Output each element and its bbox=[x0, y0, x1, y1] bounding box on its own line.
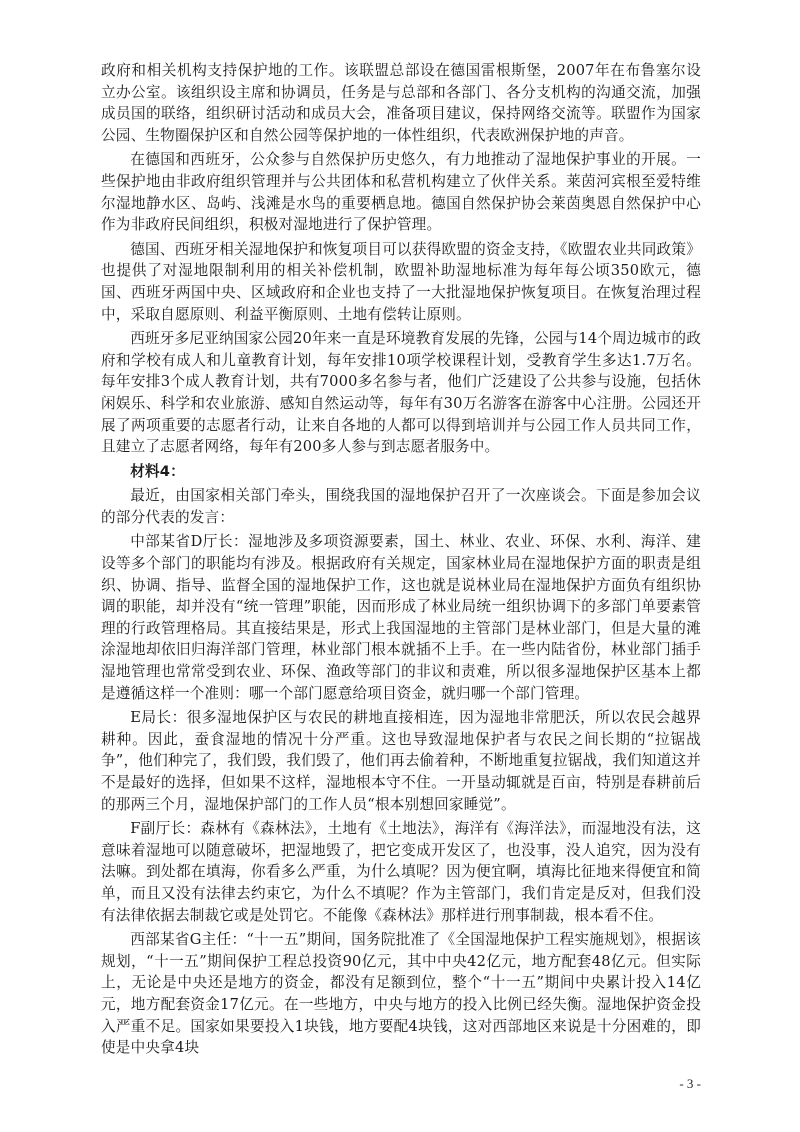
paragraph-8: F副厅长：森林有《森林法》，土地有《土地法》，海洋有《海洋法》，而湿地没有法，这意味着湿地可以随意破坏，把湿地毁了，把它变成开发区了，也没事，没人追究，因为没有法嘛。到处都在填海，你看多么严重，为什么填呢？因为便宜啊，填海比征地来得便宜和简单，而且又没有法律去约束它，为什么不填呢？作为主管部门，我们肯定是反对，但我们没有法律依据去制裁它或是处罚它。不能像《森林法》那样进行刑事制裁，根本看不住。 bbox=[101, 820, 701, 924]
page-number: - 3 - bbox=[679, 1076, 701, 1091]
paragraph-9: 西部某省G主任：“十一五”期间，国务院批准了《全国湿地保护工程实施规划》，根据该规划，“十一五”期间保护工程总投资90亿元，其中中央42亿元，地方配套48亿元。但实际上，无论是中央还是地方的资金，都没有足额到位，整个“十一五”期间中央累计投入14亿元，地方配套资金17亿元。在一些地方，中央与地方的投入比例已经失衡。湿地保护资金投入严重不足。国家如果要投入1块钱，地方要配4块钱，这对西部地区来说是十分困难的，即使是中央拿4块 bbox=[101, 931, 701, 1057]
paragraph-2: 在德国和西班牙，公众参与自然保护历史悠久，有力地推动了湿地保护事业的开展。一些保护地由非政府组织管理并与公共团体和私营机构建立了伙伴关系。莱茵河宾根至爱特维尔湿地静水区、岛屿、浅滩是水鸟的重要栖息地。德国自然保护协会莱茵奥恩自然保护中心作为非政府民间组织，积极对湿地进行了保护管理。 bbox=[101, 151, 701, 234]
paragraph-7: E局长：很多湿地保护区与农民的耕地直接相连，因为湿地非常肥沃，所以农民会越界耕种。因此，蚕食湿地的情况十分严重。这也导致湿地保护者与农民之间长期的“拉锯战争”，他们种完了，我们毁，我们毁了，他们再去偷着种，不断地重复拉锯战，我们知道这并不是最好的选择，但如果不这样，湿地根本守不住。一开垦动辄就是百亩，特别是春耕前后的那两三个月，湿地保护部门的工作人员“根本别想回家睡觉”。 bbox=[101, 709, 701, 813]
document-body bbox=[101, 60, 701, 1062]
paragraph-4: 西班牙多尼亚纳国家公园20年来一直是环境教育发展的先锋，公园与14个周边城市的政府和学校有成人和儿童教育计划，每年安排10项学校课程计划，受教育学生多达1.7万名。每年安排3个成人教育计划，共有7000多名参与者，他们广泛建设了公共参与设施，包括休闲娱乐、科学和农业旅游、感知自然运动等，每年有30万名游客在游客中心注册。公园还开展了两项重要的志愿者行动，让来自各地的人都可以得到培训并与公园工作人员共同工作，且建立了志愿者网络，每年有200多人参与到志愿者服务中。 bbox=[101, 330, 701, 456]
paragraph-6: 中部某省D厅长：湿地涉及多项资源要素，国土、林业、农业、环保、水利、海洋、建设等多个部门的职能均有涉及。根据政府有关规定，国家林业局在湿地保护方面的职责是组织、协调、指导、监督全国的湿地保护工作，这也就是说林业局在湿地保护方面负有组织协调的职能，却并没有“统一管理”职能，因而形成了林业局统一组织协调下的多部门单要素管理的行政管理格局。其直接结果是，形式上我国湿地的主管部门是林业部门，但是大量的滩涂湿地却依旧归海洋部门管理，林业部门根本就插不上手。在一些内陆省份，林业部门插手湿地管理也常常受到农业、环保、渔政等部门的非议和责难，所以很多湿地保护区基本上都是遵循这样一个准则：哪一个部门愿意给项目资金，就归哪一个部门管理。 bbox=[101, 533, 701, 702]
section-heading-material-4: 材料4： bbox=[130, 462, 185, 480]
paragraph-3: 德国、西班牙相关湿地保护和恢复项目可以获得欧盟的资金支持，《欧盟农业共同政策》也提供了对湿地限制利用的相关补偿机制，欧盟补助湿地标准为每年每公顷350欧元，德国、西班牙两国中央、区域政府和企业也支持了一大批湿地保护恢复项目。在恢复治理过程中，采取自愿原则、利益平衡原则、土地有偿转让原则。 bbox=[101, 240, 701, 323]
paragraph-1: 政府和相关机构支持保护地的工作。该联盟总部设在德国雷根斯堡，2007年在布鲁塞尔设立办公室。该组织设主席和协调员，任务是与总部和各部门、各分支机构的沟通交流，加强成员国的联络，组织研讨活动和成员大会，准备项目建议，保持网络交流等。联盟作为国家公园、生物圈保护区和自然公园等保护地的一体性组织，代表欧洲保护地的声音。 bbox=[101, 62, 701, 144]
paragraph-5: 最近，由国家相关部门牵头，围绕我国的湿地保护召开了一次座谈会。下面是参加会议的部分代表的发言： bbox=[101, 487, 701, 526]
